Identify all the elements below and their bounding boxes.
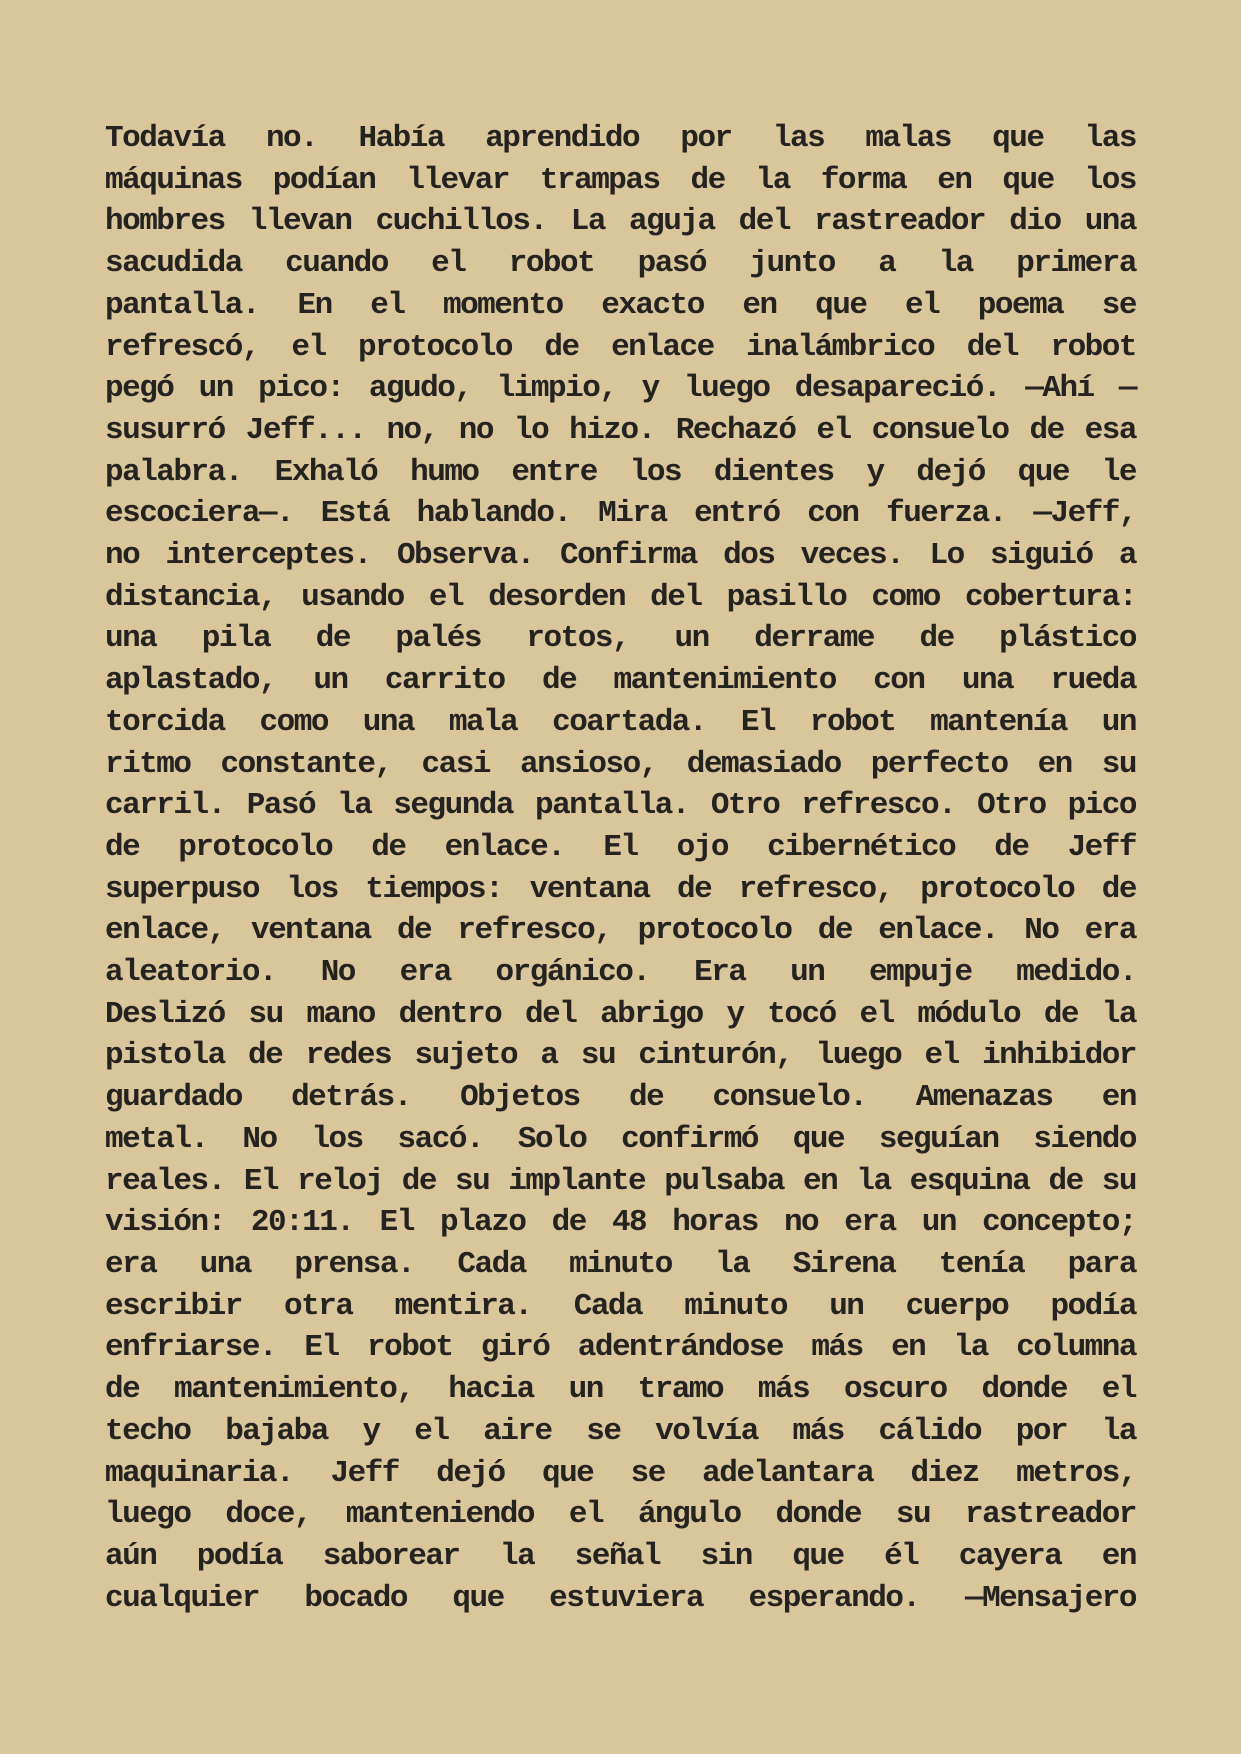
text-line: susurró Jeff... no, no lo hizo. Rechazó el consuelo de esa	[105, 412, 1136, 448]
text-line: pistola de redes sujeto a su cinturón, luego el inhibidor	[105, 1038, 1136, 1074]
text-line: distancia, usando el desorden del pasillo como cobertura:	[105, 579, 1136, 615]
text-line: escociera—. Está hablando. Mira entró con fuerza. —Jeff,	[105, 496, 1136, 532]
text-line: enlace, ventana de refresco, protocolo de enlace. No era	[105, 913, 1136, 949]
text-line: ritmo constante, casi ansioso, demasiado perfecto en su	[105, 746, 1136, 782]
text-line: visión: 20:11. El plazo de 48 horas no era un concepto;	[105, 1205, 1136, 1241]
text-line: era una prensa. Cada minuto la Sirena tenía para	[105, 1246, 1136, 1282]
text-line: reales. El reloj de su implante pulsaba en la esquina de su	[105, 1163, 1136, 1199]
text-line: sacudida cuando el robot pasó junto a la primera	[105, 246, 1136, 282]
text-line: hombres llevan cuchillos. La aguja del rastreador dio una	[105, 204, 1136, 240]
text-line: no interceptes. Observa. Confirma dos veces. Lo siguió a	[105, 538, 1136, 574]
text-line: máquinas podían llevar trampas de la forma en que los	[105, 162, 1136, 198]
text-line: pantalla. En el momento exacto en que el poema se	[105, 287, 1136, 323]
text-line: Todavía no. Había aprendido por las malas que las	[105, 121, 1136, 156]
text-line: maquinaria. Jeff dejó que se adelantara diez metros,	[105, 1455, 1136, 1491]
text-line: escribir otra mentira. Cada minuto un cuerpo podía	[105, 1288, 1136, 1324]
text-line: aleatorio. No era orgánico. Era un empuje medido.	[105, 955, 1136, 991]
text-line: de protocolo de enlace. El ojo cibernético de Jeff	[105, 829, 1136, 865]
text-line: torcida como una mala coartada. El robot mantenía un	[105, 704, 1136, 740]
text-line: palabra. Exhaló humo entre los dientes y dejó que le	[105, 454, 1136, 490]
text-line: aún podía saborear la señal sin que él cayera en	[105, 1538, 1136, 1574]
text-line: Deslizó su mano dentro del abrigo y tocó el módulo de la	[105, 996, 1136, 1032]
text-line: techo bajaba y el aire se volvía más cálido por la	[105, 1413, 1136, 1449]
text-line: cualquier bocado que estuviera esperando. —Mensajero	[105, 1580, 1136, 1616]
text-line: refrescó, el protocolo de enlace inalámbrico del robot	[105, 329, 1136, 365]
text-line: carril. Pasó la segunda pantalla. Otro refresco. Otro pico	[105, 788, 1136, 824]
text-line: de mantenimiento, hacia un tramo más oscuro donde el	[105, 1372, 1136, 1408]
text-line: guardado detrás. Objetos de consuelo. Amenazas en	[105, 1080, 1136, 1116]
text-line: superpuso los tiempos: ventana de refresco, protocolo de	[105, 871, 1136, 907]
text-line: pegó un pico: agudo, limpio, y luego desapareció. —Ahí —	[105, 371, 1136, 407]
text-line: metal. No los sacó. Solo confirmó que seguían siendo	[105, 1121, 1136, 1157]
text-line: luego doce, manteniendo el ángulo donde su rastreador	[105, 1497, 1136, 1533]
text-line: aplastado, un carrito de mantenimiento con una rueda	[105, 663, 1136, 699]
text-line: una pila de palés rotos, un derrame de plástico	[105, 621, 1136, 657]
text-line: enfriarse. El robot giró adentrándose más en la columna	[105, 1330, 1136, 1366]
paragraph	[105, 118, 1136, 1619]
